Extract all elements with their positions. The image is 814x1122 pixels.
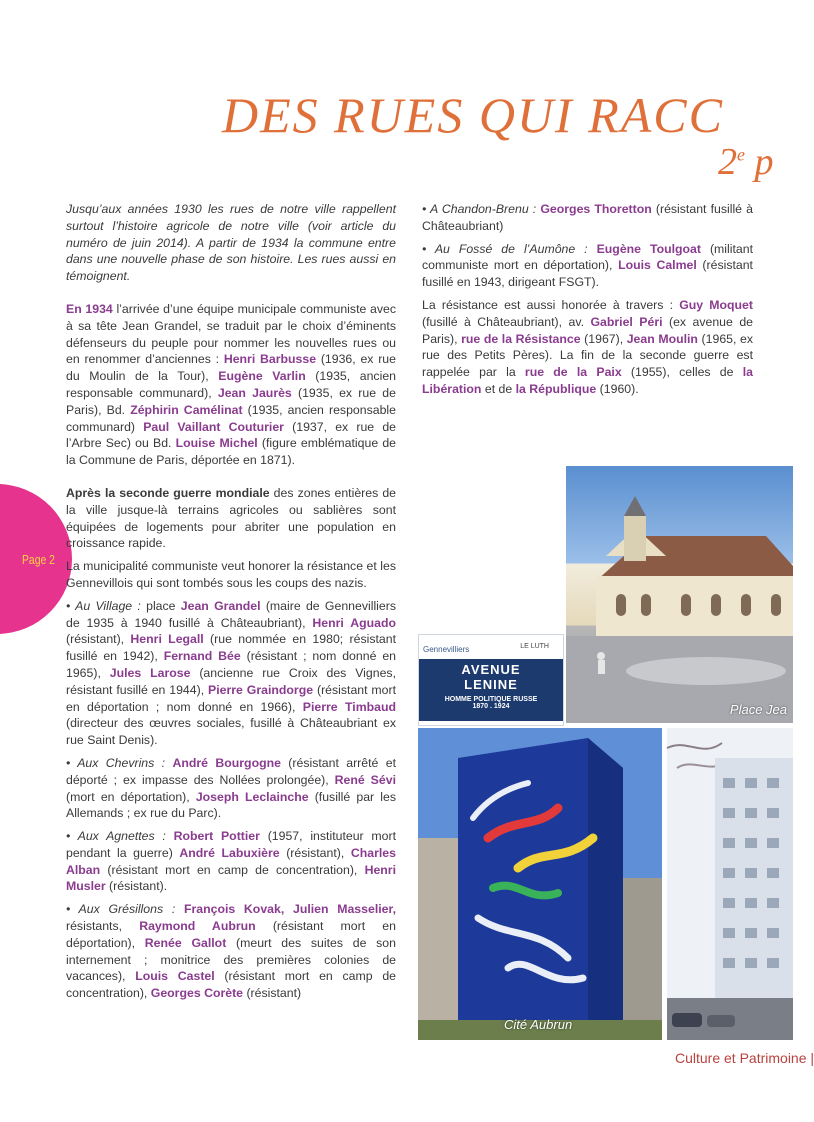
sign-line4: 1870 . 1924 bbox=[472, 703, 510, 710]
street-name: Charles Alban bbox=[66, 845, 396, 877]
section-village bbox=[66, 598, 396, 749]
street-name: Raymond Aubrun bbox=[139, 919, 256, 934]
street-name: Zéphirin Camélinat bbox=[130, 402, 243, 417]
section-label: • Aux Chevrins : bbox=[66, 755, 166, 770]
text: (1957, instituteur mort pendant la guerre) bbox=[66, 829, 396, 860]
paragraph-resistance: La municipalité communiste veut honorer la résistance et les Gennevillois qui sont tombés sous les coups des nazis. bbox=[66, 559, 396, 590]
street-name: la République bbox=[515, 381, 597, 396]
street-name: François Kovak, bbox=[183, 902, 285, 917]
text: (fusillé par les Allemands ; ex rue du Parc). bbox=[66, 789, 396, 821]
text: (1935, ancien responsable communard), bbox=[66, 369, 396, 400]
lead-1934: En 1934 bbox=[66, 301, 113, 316]
street-name: Louis Calmel bbox=[618, 258, 697, 273]
street-name: Fernand Bée bbox=[163, 649, 241, 664]
street-name: Georges Thoretton bbox=[540, 202, 652, 216]
text: (1935, ancien responsable communard) bbox=[66, 402, 396, 434]
photo-church bbox=[566, 466, 793, 723]
section-label: • Aux Grésillons : bbox=[66, 902, 176, 917]
text: (résistant), bbox=[66, 632, 131, 647]
sign-plate bbox=[419, 659, 563, 721]
street-name: Henri Aguado bbox=[312, 615, 396, 630]
church-caption: Place Jea bbox=[729, 702, 787, 717]
text: (fusillé à Châteaubriant), av. bbox=[422, 314, 591, 329]
lead-postwar: Après la seconde guerre mondiale bbox=[66, 485, 270, 500]
text: (meurt des suites de son internement ; monitrice des premières colonies de vacances), bbox=[66, 935, 396, 984]
text: (résistant mort en déportation ; nom donné en 1966), bbox=[66, 682, 397, 714]
text: (résistant mort en camp de concentration), bbox=[66, 969, 396, 1001]
street-name: rue de la Paix bbox=[524, 365, 622, 380]
section-label: • A Chandon-Brenu : bbox=[422, 202, 537, 216]
section-chandon bbox=[422, 201, 753, 235]
street-name: Julien Masselier, bbox=[292, 902, 397, 917]
photo-cite-aubrun bbox=[418, 728, 662, 1040]
text: (résistant). bbox=[105, 879, 168, 894]
mural-illustration bbox=[418, 728, 662, 1040]
street-name: Louise Michel bbox=[175, 436, 258, 451]
street-name: Joseph Leclainche bbox=[195, 789, 309, 804]
street-name: Paul Vaillant Couturier bbox=[143, 419, 284, 434]
street-name: Jean Grandel bbox=[180, 598, 261, 613]
street-name: Pierre Timbaud bbox=[302, 699, 396, 714]
street-name: Jean Moulin bbox=[626, 331, 698, 346]
page-number: Page 2 bbox=[22, 552, 55, 567]
tower-illustration bbox=[667, 728, 793, 1040]
text: (1936, ex rue du Moulin de la Tour), bbox=[66, 352, 396, 384]
sign-line3: HOMME POLITIQUE RUSSE bbox=[444, 696, 538, 703]
text bbox=[284, 902, 293, 916]
section-label: • Aux Agnettes : bbox=[66, 829, 166, 844]
text: (rue nommée en 1980; résistant fusillé en 1942), bbox=[66, 632, 396, 664]
street-name: la Libération bbox=[422, 365, 753, 396]
text: (résistant), bbox=[279, 845, 351, 860]
text: (résistant ; nom donné en 1965), bbox=[66, 649, 396, 680]
street-name: Gabriel Péri bbox=[590, 314, 663, 329]
aubrun-caption: Cité Aubrun bbox=[504, 1017, 573, 1032]
section-fosse bbox=[422, 241, 753, 291]
section-label: • Au Fossé de l’Aumône : bbox=[422, 241, 588, 256]
text: La résistance est aussi honorée à travers : bbox=[422, 297, 680, 312]
text: l’arrivée d’une équipe municipale communiste avec à sa tête Jean Grandel, se traduit par le choix d’éminents défenseurs du peuple pour nommer les nouvelles rues ou en renommer d’anciennes : bbox=[66, 301, 396, 367]
church-illustration bbox=[566, 466, 793, 723]
text: (1967), bbox=[580, 331, 627, 346]
street-name: André Labuxière bbox=[179, 845, 280, 860]
text: résistants, bbox=[66, 919, 140, 934]
street-name: Renée Gallot bbox=[144, 935, 227, 950]
page-subtitle bbox=[718, 140, 774, 184]
text: (mort en déportation), bbox=[66, 789, 196, 804]
street-name: Guy Moquet bbox=[679, 297, 753, 312]
page-title: DES RUES QUI RACC bbox=[222, 87, 724, 143]
intro-paragraph: Jusqu’aux années 1930 les rues de notre ville rappellent surtout l’histoire agricole de notre ville (voir article du numéro de juin 2014). A partir de 1934 la commune entre dans une nouvelle phase de son histoire. Les rues aussi en témoignent. bbox=[66, 202, 396, 284]
street-name: Jean Jaurès bbox=[217, 385, 292, 400]
photo-street-sign bbox=[418, 634, 564, 726]
text: (résistant mort en camp de concentration), bbox=[100, 862, 365, 877]
text: (militant communiste mort en déportation), bbox=[422, 241, 754, 273]
street-name: André Bourgogne bbox=[172, 755, 281, 770]
street-name: Jules Larose bbox=[109, 665, 191, 680]
sign-line1: AVENUE bbox=[461, 662, 521, 677]
section-gresillons bbox=[66, 901, 396, 1002]
text: (1935, ex rue de Paris), Bd. bbox=[66, 385, 396, 417]
street-name: Eugène Varlin bbox=[218, 369, 306, 384]
text: place bbox=[140, 598, 181, 613]
text: et de bbox=[481, 381, 516, 396]
text: (1937, ex rue de l’Arbre Sec) ou Bd. bbox=[66, 419, 396, 451]
text: (1955), celles de bbox=[621, 365, 743, 380]
section-chevrins bbox=[66, 755, 396, 822]
photo-tower bbox=[667, 728, 793, 1040]
text: (résistant fusillé en 1943, dirigeant FSGT). bbox=[422, 258, 753, 290]
text: (résistant fusillé à Châteaubriant) bbox=[422, 202, 753, 233]
street-name: Robert Pottier bbox=[173, 829, 260, 844]
sign-line2: LENINE bbox=[464, 677, 518, 692]
text: (1965, ex rue des Petits Pères). La fin de la seconde guerre est rappelée par la bbox=[422, 331, 753, 380]
section-agnettes bbox=[66, 828, 396, 895]
street-name: Henri Musler bbox=[66, 862, 396, 894]
text: des zones entières de la ville jusque-là terrains agricoles ou sablières sont équipées de logements pour abriter une population en croissance rapide. bbox=[66, 485, 396, 551]
section-resistance bbox=[422, 297, 753, 398]
text: (résistant arrêté et déporté ; ex impasse des Nollées prolongée), bbox=[66, 755, 396, 787]
street-name: Georges Corète bbox=[150, 986, 244, 1001]
text: (ex avenue de Paris), bbox=[422, 314, 753, 346]
paragraph-postwar bbox=[66, 485, 396, 552]
paragraph-1934 bbox=[66, 301, 396, 469]
street-name: rue de la Résistance bbox=[461, 331, 581, 346]
text: (résistant mort en déportation), bbox=[66, 919, 396, 950]
text: (figure emblématique de la Commune de Paris, déportée en 1871). bbox=[66, 436, 397, 468]
street-name: René Sévi bbox=[334, 772, 396, 787]
text: (maire de Gennevilliers de 1935 à 1940 fusillé à Châteaubriant), bbox=[66, 598, 396, 630]
left-column bbox=[66, 201, 396, 1008]
sign-area: LE LUTH bbox=[520, 643, 549, 650]
text: (ancienne rue Croix des Vignes, résistant fusillé en 1944), bbox=[66, 665, 396, 697]
right-column bbox=[422, 201, 753, 404]
text: (directeur des œuvres sociales, fusillé à Châteaubriant ex rue Saint Denis). bbox=[66, 716, 396, 748]
street-name: Pierre Graindorge bbox=[208, 682, 314, 697]
street-name: Henri Barbusse bbox=[223, 352, 317, 367]
sign-brand: Gennevilliers bbox=[423, 645, 470, 654]
street-name: Louis Castel bbox=[135, 969, 215, 984]
subtitle-tail: p bbox=[745, 141, 774, 183]
street-name: Henri Legall bbox=[130, 632, 204, 647]
text: (résistant) bbox=[243, 986, 302, 1001]
section-label: • Au Village : bbox=[66, 598, 141, 613]
text: (1960). bbox=[596, 381, 639, 396]
street-name: Eugène Toulgoat bbox=[596, 241, 701, 256]
subtitle-sup: e bbox=[737, 144, 745, 165]
footer-section-label: Culture et Patrimoine | bbox=[675, 1050, 814, 1066]
subtitle-number: 2 bbox=[718, 141, 737, 183]
